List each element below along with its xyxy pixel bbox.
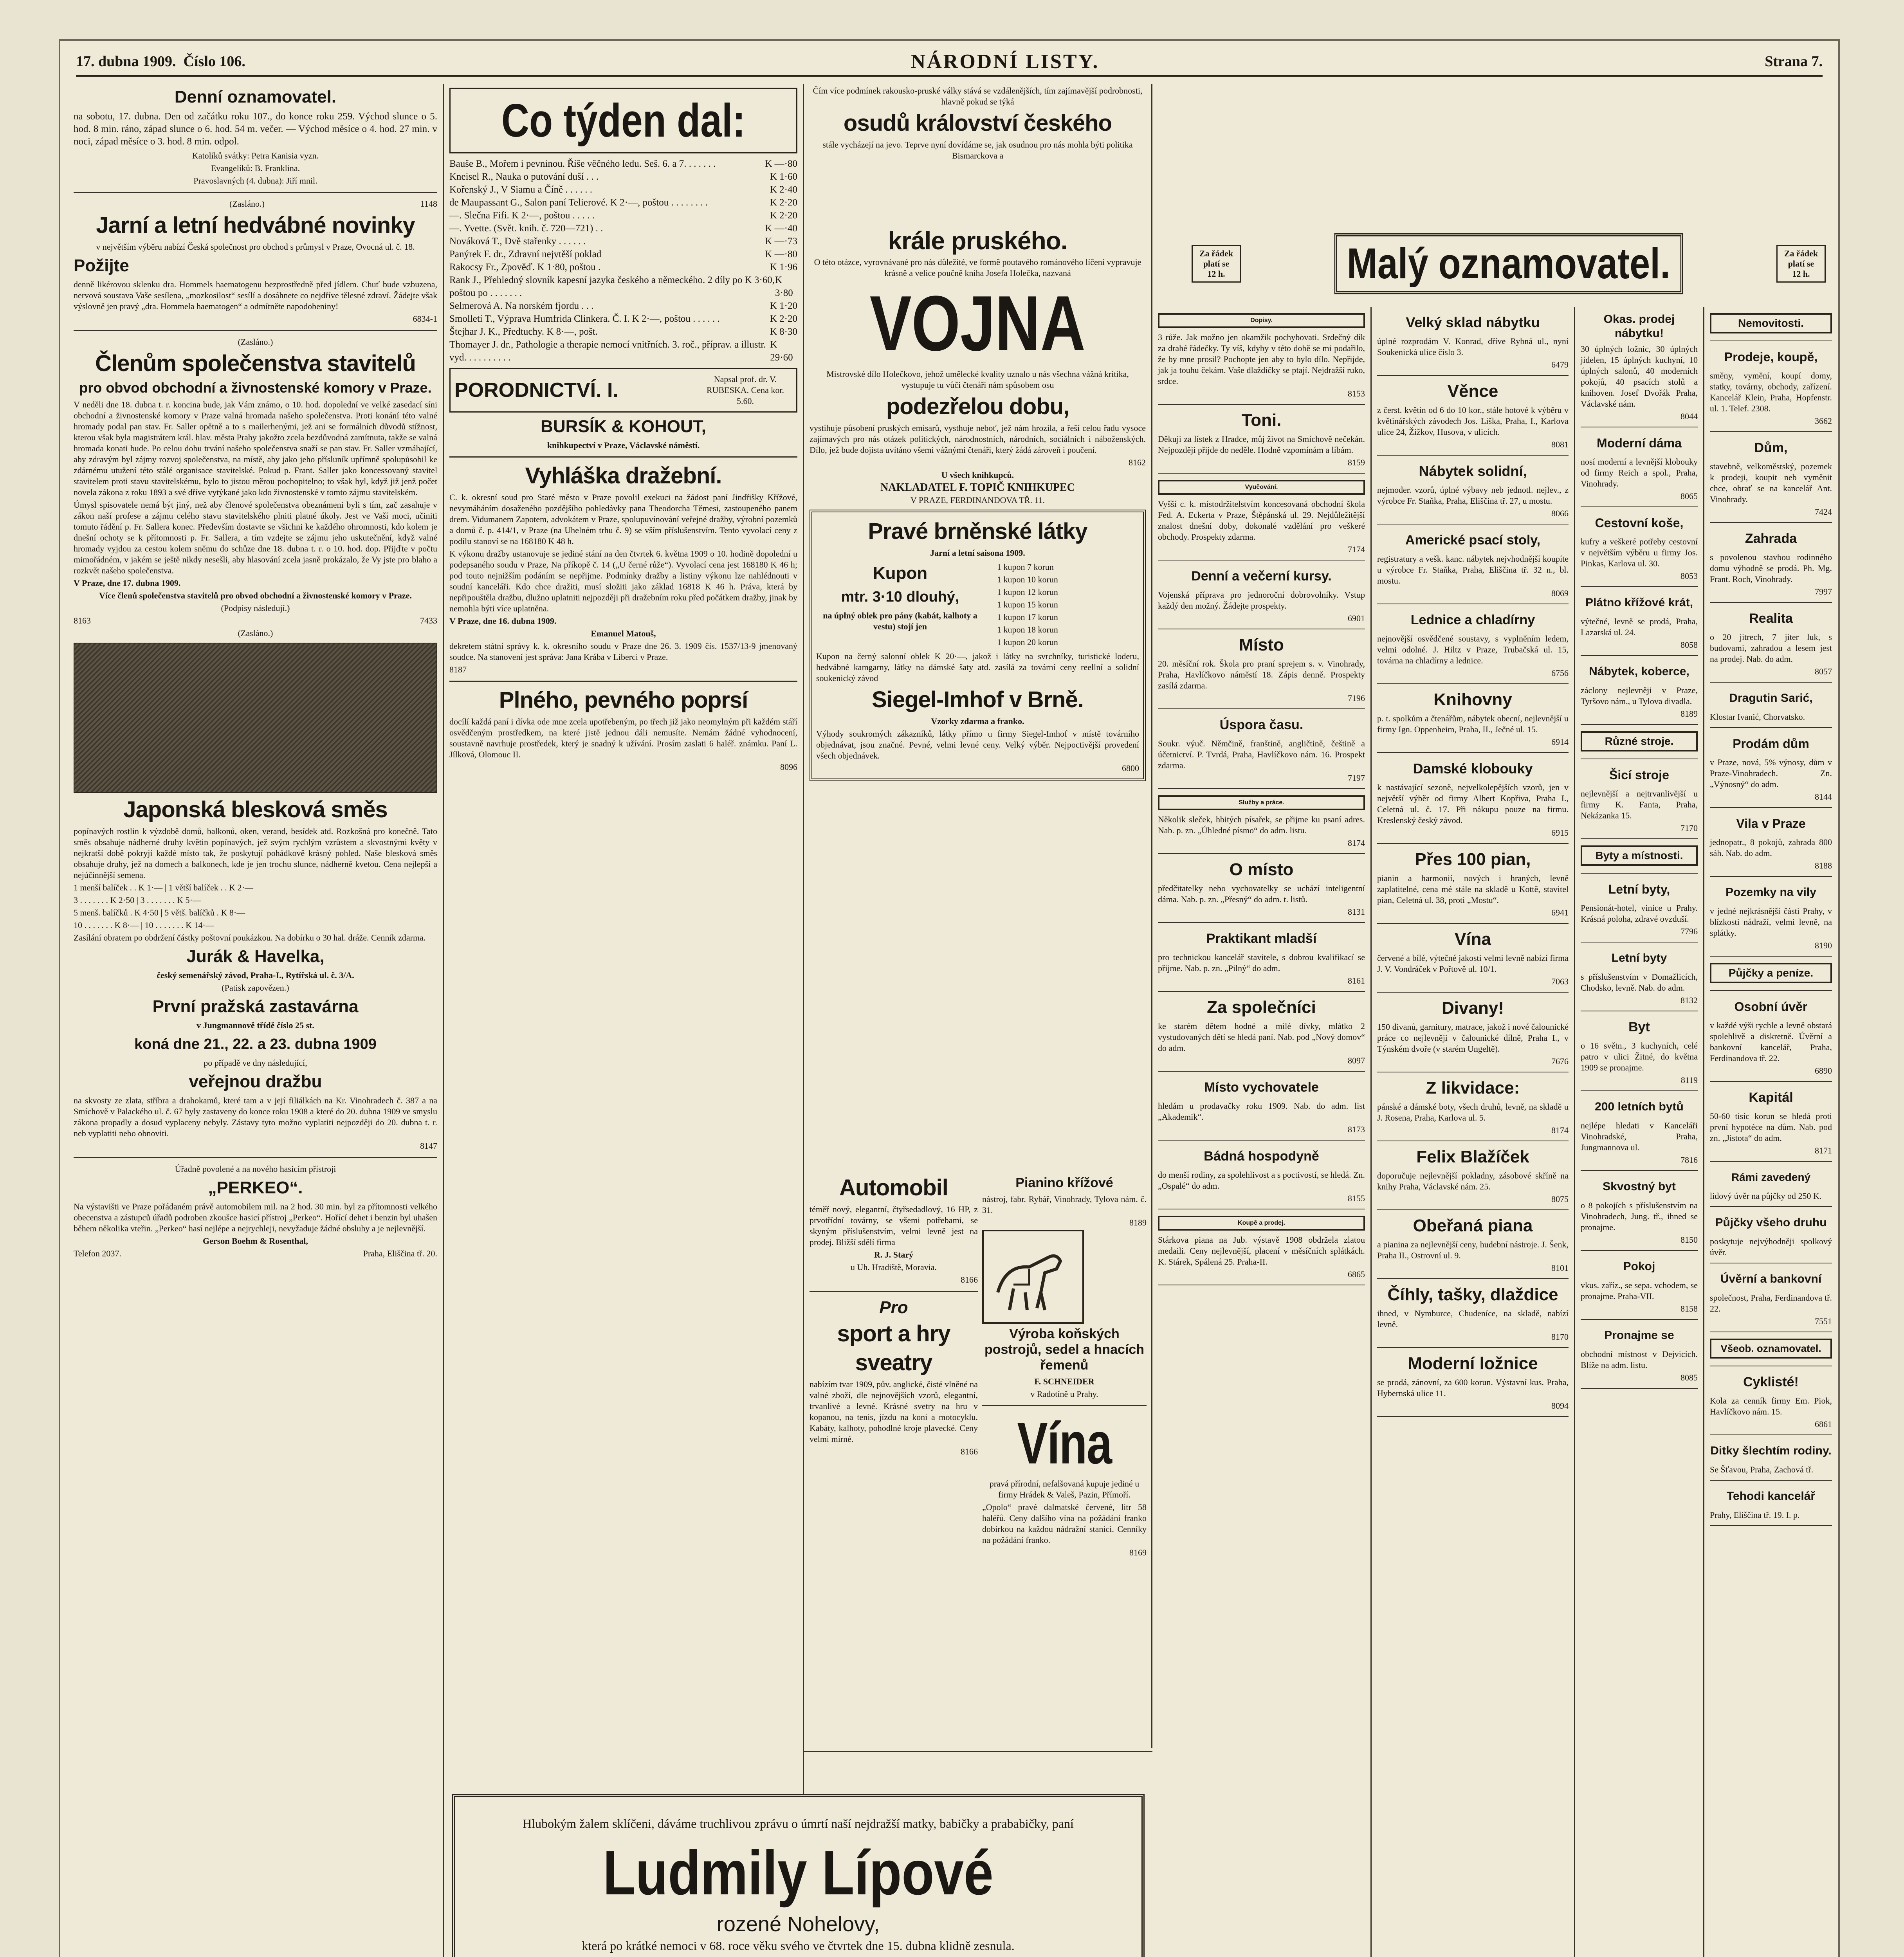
japanese-mix-price-3: 5 menš. balíčků . K 4·50 | 5 větš. balíčků . K 8·— (74, 908, 245, 917)
auction-code: 8147 (420, 1141, 437, 1151)
ad-entry: Z likvidace: pánské a dámské boty, všech druhů, levně, na skladě u J. Rosena, Praha, Karlova ul. 5. 8174 (1377, 1072, 1569, 1141)
obituary-notice (452, 1794, 1145, 1957)
harness-title: Výroba koňských postrojů, sedel a hnacích řemenů (984, 1326, 1145, 1373)
ad-entry: Prodeje, koupě, směny, vymění, koupí domy, statky, továrny, obchody, zařízení. Kancelář Klein, Praha, Hopfenstr. ul. 1. Telef. 2308. 3662 (1710, 341, 1832, 432)
ad-entry: Praktikant mladší pro technickou kancelář stavitele, s dobrou kvalifikací se přijme. Nab. p. zn. „Pilný“ do adm. 8161 (1158, 923, 1365, 992)
japanese-mix-text: popínavých rostlin k výzdobě domů, balkonů, oken, verand, besídek atd. Rozkošná pro konečně. Tato směs obsahuje nádherné druhy květin popínavých, jež svým rychlým vzrůstem a skvostnými květy v nejkratší době pokryjí každé místo tak, že poskytují pohádkově krásný pohled. Naše blesková směs obsahuje druhy, jež na domech a balkonech, kde je jen trochu slunce, nádherně kvetou. Cena nejlepší a nejúčinnější semena. (74, 826, 437, 880)
builders-notice-title: Členům společenstva stavitelů (95, 351, 416, 376)
ad-entry: Pozemky na vily v jedné nejkrásnější části Prahy, v blízkosti nádraží, velmi levně, na splátky. 8190 (1710, 877, 1832, 957)
wine-title: Vína (1017, 1410, 1112, 1476)
book-item: Kneisel R., Nauka o putování duší . . . K 1·60 (449, 171, 797, 182)
pawnshop-sub: v Jungmannově třídě číslo 25 st. (197, 1020, 314, 1030)
book-item: Smolletí T., Výprava Humfrida Clinkera. Č. I. K 2·—, poštou . . . . . . K 2·20 (449, 314, 797, 324)
ad-entry: Šicí stroje nejlevnější a nejtrvanlivější u firmy K. Fanta, Praha, Nekázanka 15. 7170 (1581, 759, 1698, 839)
fee-box-left: Za řádek platí se 12 h. (1192, 245, 1241, 283)
auction-notice-judge: Emanuel Matouš, (591, 629, 656, 638)
japanese-mix-price-2: 3 . . . . . . . K 2·50 | 3 . . . . . . . K 5·— (74, 895, 201, 905)
pawnshop-date: koná dne 21., 22. a 23. dubna 1909 (134, 1036, 377, 1052)
book-item: Kořenský J., V Siamu a Číně . . . . . . K 2·40 (449, 184, 797, 195)
book-item: Štejhar J. K., Předtuchy. K 8·—, pošt. K 8·30 (449, 326, 797, 337)
japanese-mix-price-4: 10 . . . . . . . K 8·— | 10 . . . . . . . K 14·— (74, 920, 214, 930)
vojna-heading-2: krále pruského. (888, 227, 1067, 255)
book-item: Selmerová A. Na norském fjordu . . . K 1·20 (449, 301, 797, 311)
book-list (449, 157, 797, 364)
ad-entry: Byt o 16 světn., 3 kuchyních, celé patro v ulici Žitné, do května 1909 se pronajme. 8119 (1581, 1011, 1698, 1091)
ad-entry: Místo 20. měsíční rok. Škola pro praní sprejem s. v. Vinohrady, Praha, Havlíčkovo náměstí 18. Zápis denně. Prospekty zasílá zdarma. 7196 (1158, 629, 1365, 709)
jurak-firm-sub: český semenářský závod, Praha-I., Rytířská ul. č. 3/A. (157, 970, 354, 980)
newspaper-page (59, 39, 1840, 1957)
brno-sub: na úplný oblek pro pány (kabát, kalhoty a vestu) stojí jen (823, 611, 977, 631)
ad-entry: Cestovní koše, kufry a veškeré potřeby cestovní v největším výběru u firmy Jos. Pinkas, Karlova ul. 30. 8053 (1581, 507, 1698, 587)
vojna-text-2: O této otázce, vyrovnávané pro nás důležité, ve formě poutavého románového líčení vypravuje krásně a velice poučně kniha Josefa Holečka, nazvaná (814, 257, 1141, 278)
builders-notice-signature: Více členů společenstva stavitelů pro obvod obchodní a živnostenské komory v Praze. (99, 591, 412, 600)
column-3-right-lower (982, 1172, 1147, 1782)
ad-entry: Půjčky a peníze. (1710, 957, 1832, 991)
jurak-firm-name: Jurák & Havelka, (186, 947, 325, 966)
ad-entry: Všeob. oznamovatel. (1710, 1332, 1832, 1366)
brno-coupon: Kupon (873, 564, 928, 583)
sent-note-3: (Zasláno.) (238, 628, 273, 638)
vojna-text-3: Mistrovské dílo Holečkovo, jehož umělecké kvality uznalo u nás všechna vážná kritika, vystupuje tu vůči čtenáři nám spůsobem osu (826, 369, 1129, 390)
sveatry-title: sveatry (855, 1350, 932, 1375)
perkeo-title: „PERKEO“. (208, 1178, 303, 1197)
siegel-firm: Siegel-Imhof v Brně. (872, 687, 1084, 712)
auction-title: veřejnou dražbu (189, 1072, 322, 1091)
ad-entry: Nemovitosti. (1710, 307, 1832, 341)
ad-entry: Koupě a prodej. Stárkova piana na Jub. výstavě 1908 obdržela zlatou medaili. Ceny nejlevnější, placení v měsíčních splátkách. K. Stárek, Spálená 25. Praha-II. 6865 (1158, 1209, 1365, 1285)
pawnshop-title: První pražská zastavárna (152, 997, 359, 1016)
climbing-plants-illustration (74, 643, 437, 793)
column-5 (1372, 307, 1575, 1957)
ad-entry: Lednice a chladírny nejnovější osvědčené soustavy, s vyplněním ledem, velmi odolné. J. Hiltz v Praze, Trubačská ul. 15, továrna na chladírny a lednice. 6756 (1377, 604, 1569, 684)
brno-price-row: 1 kupon 7 korun (997, 562, 1054, 572)
daily-calendar-list-1: Katolíků svátky: Petra Kanisia vyzn. (192, 151, 319, 160)
extinguisher-intro: Úřadně povolené a na nového hasicím přístroji (175, 1164, 336, 1174)
obituary-text: která po krátké nemoci v 68. roce věku svého ve čtvrtek dne 15. dubna klidně zesnula. (582, 1939, 1015, 1953)
vojna-publisher-address: V PRAZE, FERDINANDOVA TŘ. 11. (910, 495, 1045, 505)
ad-entry: Úspora času. Soukr. výuč. Němčině, franštině, angličtině, češtině a účetnictví. P. Tvrdá, Praha, Havlíčkovo nám. 16. Prospekt zdarma. 7197 (1158, 709, 1365, 789)
daily-calendar-title: Denní oznamovatel. (174, 87, 337, 106)
column-2 (444, 84, 804, 1957)
ad-entry: Dům, stavebně, velkoměstský, pozemek k prodeji, koupit neb vyměnit chce, obrať se na kancelář Ant. Vinohrady. 7424 (1710, 432, 1832, 523)
masthead-date: 17. dubna 1909. Číslo 106. (76, 53, 245, 70)
bursik-firm: BURSÍK & KOHOUT, (541, 417, 706, 436)
vojna-text-1: stále vycházejí na jevo. Teprve nyní dovídáme se, jak osudnou pro nás mohla býti politika Bismarckova a (822, 140, 1133, 160)
ad-entry: Letní byty, Pensionát-hotel, vinice u Prahy. Krásná poloha, zdravé ovzduší. 7796 (1581, 874, 1698, 942)
small-ads-title: Malý oznamovatel. (1334, 233, 1683, 294)
automobile-address: u Uh. Hradiště, Moravia. (851, 1262, 937, 1272)
sport-code: 8166 (961, 1447, 978, 1456)
ad-entry: Různé stroje. (1581, 725, 1698, 759)
perkeo-text: Na výstavišti ve Praze pořádaném právě automobilem mil. na 2 hod. 30 min. byl za přítomnosti velkého obecenstva a zástupců úřadů podroben zkoušce hasicí přístroj „Perkeo“. Hořící dehet i benzin byl uhašen během několika vteřin. „Perkeo“ hasí nejlépe a nejrychleji, nevyžaduje žádné obsluhy a je nejlevnější. (74, 1202, 437, 1233)
obituary-name: Ludmily Lípové (603, 1838, 993, 1908)
builders-notice-subtitle: pro obvod obchodní a živnostenské komory v Praze. (79, 380, 432, 396)
ad-entry: Nábytek, koberce, záclony nejlevněji v Praze, Tyršovo nám., u Tylova divadla. 8189 (1581, 656, 1698, 725)
ad-entry: Úvěrní a bankovní společnost, Praha, Ferdinandova tř. 22. 7551 (1710, 1263, 1832, 1332)
bursik-sub: knihkupectví v Praze, Václavské náměstí. (547, 440, 700, 450)
builders-notice-text: V neděli dne 18. dubna t. r. koncina bude, jak Vám známo, o 10. hod. dopolední ve velké zasedací síni obchodní a živnostenské komory v Praze valná hromada našeho společenstva. Proti konání této valné hromady podal pan stav. Fr. Saller opětně a to s mailerhenými, jež ani se formálních důvodů stížnost, kterou však byla magistrátem král. hlav. města Prahy jakožto zcela bezdůvodná zamítnuta, takže se valná hromada konati bude. Po celou dobu trvání našeho společenstva snaží se pan stav. Fr. Saller vzmáhající, aby zdravým byl zájmy rozvoj společenstva, na místě, aby jako jeho přísluník upřímně spolupůsobil ke zdárnému utužení této stálé organisace stavitelské. Pokud p. Frant. Saller jako koncessovaný stavitel stavitelem proti stavu stavitelskému, bylo to jistou měrou pochopitelno; to však byl, když již jenž počet novela zákona z roku 1893 a své dříve vytýkané jako kdo živnostenské v tomto zájmu stavitelském. (74, 400, 437, 497)
vojna-publisher: NAKLADATEL F. TOPIČ KNIHKUPEC (880, 481, 1075, 494)
ad-entry: Realita o 20 jitrech, 7 jiter luk, s budovami, zahradou a lesem jest na prodej. Nab. do adm. 8057 (1710, 603, 1832, 683)
ad-entry: Letní byty s příslušenstvím v Domažlicích, Chodsko, levně. Nab. do adm. 8132 (1581, 942, 1698, 1011)
ad-entry: Vína červené a bílé, výtečné jakosti velmi levně nabízí firma J. V. Vondráček v Pořtově ul. 10/1. 7063 (1377, 924, 1569, 993)
bust-ad-text: docílí každá paní i dívka ode mne zcela upotřebeným, po třech již jako neomylným při každém stáří osvědčeným prostředkem, na které jistě jednou dáli nemusíte. Nemám žádné vyhodnocení, soustavně navrhuje prostředek, který je snadný k užívání. Prosím zaslati 6 haléř. známku. Paní L. Jílková, Olomouc II. (449, 717, 797, 759)
hommel-ad-code: 6834-1 (413, 314, 437, 324)
sport-title: sport a hry (837, 1321, 950, 1346)
ad-entry: Zahrada s povolenou stavbou rodinného domu výhodně se prodá. Ph. Mg. Frant. Roch, Vinohrady. 7997 (1710, 523, 1832, 603)
pianino-text: nástroj, fabr. Rybář, Vinohrady, Tylova nám. č. 31. (982, 1194, 1147, 1215)
masthead (76, 48, 1823, 77)
ad-entry: Denní a večerní kursy. Vojenská příprava pro jednoroční dobrovolníky. Vstup každý den možný. Žádejte prospekty. 6901 (1158, 560, 1365, 629)
ad-entry: Velký sklad nábytku úplné rozprodám V. Konrad, dříve Rybná ul., nyní Soukenická ulice číslo 3. 6479 (1377, 307, 1569, 376)
automobile-code: 8166 (961, 1275, 978, 1285)
auction-notice-title: Vyhláška dražební. (525, 463, 722, 488)
silk-ad-title: Jarní a letní hedvábné novinky (96, 213, 415, 238)
vojna-code: 8162 (1129, 458, 1146, 467)
brno-price-row: 1 kupon 15 korun (997, 600, 1058, 609)
ad-entry: Přes 100 pian, pianin a harmonií, nových i hraných, levně zaplatitelné, cena mé stále na skladě u Kottě, stavitel pian, Celetná ul. 38, proti „Mostu“. 6941 (1377, 844, 1569, 924)
brno-text: Kupon na černý salonní oblek K 20·—, jakož i látky na svrchníky, turistické loderu, hedvábné kamgarny, látky na dámské šaty atd. zasílá za tovární ceny reellní a solidní soukenický závod (816, 651, 1139, 683)
brno-price-row: 1 kupon 10 korun (997, 575, 1058, 584)
bust-ad-code: 8096 (780, 762, 797, 772)
japanese-mix-order: Zasílání obratem po obdržení částky poštovní poukázkou. Na dobírku o 30 hal. dráže. Cenník zdarma. (74, 933, 426, 942)
ad-entry: Okas. prodej nábytku! 30 úplných ložnic, 30 úplných jídelen, 15 úplných kuchyní, 10 úplných salonů, 40 moderních pokojů, 40 psacích stolů a knihoven. Josef Dvořák Praha, Václavské nám. 8044 (1581, 307, 1698, 427)
column-3-left-lower (810, 1172, 978, 1782)
ad-entry: Toni. Děkuji za lístek z Hradce, můj život na Smíchově nečekán. Nejpozději přijde do neděle. Hodně vzpomínám a líbám. 8159 (1158, 405, 1365, 474)
pianino-title: Pianino křížové (1015, 1175, 1113, 1190)
ad-entry: Věnce z čerst. květin od 6 do 10 kor., stále hotové k výběru v květinářských závodech Jos. Liška, Praha, I., Karlova ulice 24, Žižkov, Husova, v ulicích. 8081 (1377, 376, 1569, 456)
builders-notice-code: 8163 7433 (74, 616, 437, 625)
siegel-code: 6800 (1122, 763, 1139, 773)
sent-note: (Zasláno.) 1148 (229, 199, 437, 209)
column-3-top (804, 84, 1152, 225)
book-item: —. Yvette. (Svět. knih. č. 720—721) . . K —·40 (449, 223, 797, 234)
ad-entry: Bádná hospodyně do menší rodiny, za spolehlivost a s poctivostí, se hledá. Zn. „Ospalé“ do adm. 8155 (1158, 1141, 1365, 1209)
brno-price-row: 1 kupon 18 korun (997, 625, 1058, 634)
ad-entry: Felix Blažíček doporučuje nejlevnější pokladny, zásobové skříně na knihy Praha, Václavské nám. 25. 8075 (1377, 1141, 1569, 1210)
ad-entry: Divany! 150 divanů, garnitury, matrace, jakož i nové čalounické práce co nejlevněji v čalounické dílně, Praha I., v Týnském dvoře (v starém Ungeltě). 7676 (1377, 993, 1569, 1072)
sport-pro: Pro (879, 1298, 908, 1317)
ad-entry: Plátno křížové krát, výtečné, levně se prodá, Praha, Lazarská ul. 24. 8058 (1581, 587, 1698, 656)
harness-address: v Radotíně u Prahy. (1030, 1389, 1098, 1399)
builders-notice-note: (Podpisy následují.) (221, 603, 290, 613)
daily-calendar-list-3: Pravoslavných (4. dubna): Jiří mnil. (193, 176, 317, 186)
pawnshop-date-2: po případě ve dny následující, (204, 1058, 307, 1068)
hommel-ad-text: denně likérovou sklenku dra. Hommels haematogenu bezprostředně před jídlem. Chuť bude vzbuzena, nervová soustava Vaše sesílena, „mozkosilost“ sesílí a dosáhnete co nejdříve tělesné zdraví. Žádejte však výslovně jen pravý „dra. Hommela haematogen“ a odmítněte napodobeniny! (74, 279, 437, 311)
vojna-everywhere: U všech knihkupců. (941, 470, 1014, 480)
auction-notice-date: V Praze, dne 16. dubna 1909. (449, 616, 557, 626)
obstetrics-note: Napsal prof. dr. V. RUBESKA. Cena kor. 5.60. (707, 374, 784, 406)
brno-fabrics-ad (810, 510, 1146, 781)
ad-entry: Vyučování. Vyšší c. k. místodržitelstvím koncesovaná obchodní škola Fed. A. Eckerta v Praze, Štěpánská ul. 29. Nejdůležitější znalost dnešní doby, dokonalé vzdělání pro veškeré obchody. Prospekty zdarma. 7174 (1158, 474, 1365, 560)
ad-entry: Prodám dům v Praze, nová, 5% výnosy, dům v Praze-Vinohradech. Zn. „Výnosný“ do adm. 8144 (1710, 728, 1832, 808)
ad-entry: Skvostný byt o 8 pokojích s příslušenstvím na Vinohradech, Jung. tř., ihned se pronajme. 8150 (1581, 1171, 1698, 1251)
sveatry-text: nabízím tvar 1909, pův. anglické, čisté vlněné na valné zboží, dle nejnovějších vzorů, elegantní, trvanlivé a levné. Krásné svetry na hru v kopanou, na tenis, jízdu na koni a motocyklu. Kabáty, kalhoty, pohodlné kroje plavecké. Ceny velmi mírné. (810, 1379, 978, 1444)
brno-price: mtr. 3·10 dlouhý, (841, 589, 959, 605)
ad-entry: Knihovny p. t. spolkům a čtenářům, nábytek obecní, nejlevnější u firmy Ign. Oppenheim, Praha, II., Ječné ul. 15. 6914 (1377, 684, 1569, 753)
book-item: de Maupassant G., Salon paní Telierové. K 2·—, poštou . . . . . . . . K 2·20 (449, 197, 797, 208)
ad-entry: Vila v Praze jednopatr., 8 pokojů, zahrada 800 sáh. Nab. do adm. 8188 (1710, 808, 1832, 877)
daily-calendar-text: na sobotu, 17. dubna. Den od začátku roku 107., do konce roku 259. Východ slunce o 5. hod. 8 min. ráno, západ slunce o 6. hod. 54 m. večer. — Východ měsíce o 4. hod. 27 min. v noci, západ měsíce o 3. hod. 8 min. odpol. (74, 111, 437, 147)
ad-entry: Za společníci ke starém dětem hodné a milé dívky, mlátko 2 vystudovaných dětí se hledá paní. Nab. pod „Nový domov“ do adm. 8097 (1158, 992, 1365, 1072)
siegel-text: Výhody soukromých zákazníků, látky přímo u firmy Siegel-Imhof v místě továrního objednávat, jsou značné. Pevné, velmi levné ceny. Velký výběr. Nejpoctivější provedení všech objednávek. (816, 729, 1139, 760)
ad-entry: Dragutin Sarić, Klostar Ivanić, Chorvatsko. (1710, 683, 1832, 728)
builders-notice-date: V Praze, dne 17. dubna 1909. (74, 578, 181, 588)
ad-entry: Moderní dáma nosí moderní a levnější klobouky od firmy Reich a spol., Praha, Vinohrady. 8065 (1581, 427, 1698, 507)
book-item: Panýrek F. dr., Zdravní nejvtěší poklad K —·80 (449, 249, 797, 259)
wine-code: 8169 (1129, 1548, 1147, 1557)
brno-price-row: 1 kupon 20 korun (997, 637, 1058, 647)
harness-firm: F. SCHNEIDER (1034, 1377, 1094, 1386)
ad-entry: Kapitál 50-60 tisíc korun se hledá proti první hypotéce na dům. Nab. pod zn. „Jistota“ do adm. 8171 (1710, 1082, 1832, 1162)
brno-price-row: 1 kupon 12 korun (997, 587, 1058, 597)
automobile-title: Automobil (839, 1175, 948, 1200)
book-item: Rakocsy Fr., Zpověď. K 1·80, poštou . K 1·96 (449, 262, 797, 272)
brno-price-row: 1 kupon 17 korun (997, 612, 1058, 622)
book-item: Bauše B., Mořem i pevninou. Říše věčného ledu. Seš. 6. a 7. . . . . . . K —·80 (449, 159, 797, 169)
ad-entry: Nábytek solidní, nejmoder. vzorů, úplné výbavy neb jednotl. nejlev., z výrobce Fr. Staňka, Praha, Eliščina tř. 27, u mostu. 8066 (1377, 456, 1569, 524)
wine-text-2: „Opolo“ pravé dalmatské červené, litr 58 haléřů. Ceny dalšího vína na požádání franko dobírkou na každou nádražní stanici. Cenníky na požádání franko. (982, 1502, 1147, 1545)
column-4 (1152, 307, 1372, 1957)
ad-entry: Obeřaná piana a pianina za nejlevnější ceny, hudební nástroje. J. Šenk, Praha II., Ostrovní ul. 9. 8101 (1377, 1210, 1569, 1279)
ad-entry: Osobní úvěr v každé výši rychle a levně obstará spolehlivě a diskretně. Úvěrní a bankovní kancelář, Praha, Ferdinandova tř. 22. 6890 (1710, 991, 1832, 1082)
auction-notice-code: 8187 (449, 665, 467, 674)
column-1 (68, 84, 444, 1957)
gerson-address: Telefon 2037. Praha, Eliščina tř. 20. (74, 1249, 437, 1258)
ad-entry: Služby a práce. Několik sleček, hbitých písařek, se přijme ku psaní adres. Nab. p. zn. „Úhledné písmo“ do adm. listu. 8174 (1158, 789, 1365, 854)
ad-entry: Ditky šlechtím rodiny. Se Šťavou, Praha, Zachová tř. (1710, 1435, 1832, 1481)
daily-calendar-list-2: Evangelíků: B. Franklina. (211, 163, 300, 173)
wine-text: pravá přírodní, nefalšovaná kupuje jediné u firmy Hrádek & Valeš, Pazin, Přímoří. (989, 1479, 1140, 1499)
book-item: Nováková T., Dvě stařenky . . . . . . K —·73 (449, 236, 797, 247)
ad-entry: Rámi zavedený lidový úvěr na půjčky od 250 K. (1710, 1162, 1832, 1207)
ad-entry: Místo vychovatele hledám u prodavačky roku 1909. Nab. do adm. list „Akademik“. 8173 (1158, 1072, 1365, 1141)
ad-entry: Moderní ložnice se prodá, zánovní, za 600 korun. Výstavní kus. Praha, Hybernská ulice 11. 8094 (1377, 1348, 1569, 1417)
ad-entry: Dopisy. 3 růže. Jak možno jen okamžik pochybovati. Srdečný dík za drahé řádečky. Ty víš, kdyby v této době se mi podařilo, že by mne prosil? Pochopte jen aby to bylo dílo. Nepřijde, jak ja touhu čekám. Vaše dlaždičky se ptají. Nejdražší ruko, srdce. 8153 (1158, 307, 1365, 405)
jurak-firm-note: (Patisk zapovězen.) (222, 983, 289, 993)
automobile-firm: R. J. Starý (874, 1250, 914, 1260)
ad-entry: Půjčky všeho druhu poskytuje nejvýhodněji spolkový úvěr. (1710, 1207, 1832, 1263)
bust-ad-title: Plného, pevného poprsí (499, 687, 748, 713)
auction-notice-judge-note: dekretem státní správy k. k. okresního soudu v Praze dne 26. 3. 1909 čís. 1537/13-9 jmenovaný soudce. Na stanovení jest správa: Jana Krába v Liberci v Praze. (449, 641, 797, 662)
ad-entry: Byty a místnosti. (1581, 839, 1698, 874)
pianino-code: 8189 (1129, 1218, 1147, 1227)
ad-entry: Cyklisté! Kola za cenník firmy Em. Piok, Havlíčkovo nám. 15. 6861 (1710, 1366, 1832, 1435)
brno-season: Jarní a letní saisona 1909. (930, 548, 1025, 558)
ad-entry: 200 letních bytů nejlépe hledati v Kanceláři Vinohradské, Praha, Jungmannova ul. 7816 (1581, 1091, 1698, 1171)
horse-harness-icon (982, 1230, 1084, 1324)
book-item: Rank J., Přehledný slovník kapesní jazyka českého a německého. 2 díly po K 3·60, poštou po . . . . . . . K 3·80 (449, 275, 793, 298)
vojna-heading-1: osudů království českého (843, 110, 1112, 136)
japanese-mix-price-1: 1 menší balíček . . K 1·— | 1 větší balíček . . K 2·— (74, 883, 253, 892)
page-number: Strana 7. (1765, 53, 1823, 70)
hommel-ad-title: Požijte (74, 256, 129, 275)
column-5b (1575, 307, 1704, 1957)
ad-entry: Damské klobouky k nastávající sezoně, nejvelkolepějších vzorů, jen v největší výběr od firmy Albert Kopřiva, Praha I., Celetná ul. č. 17. Při nákupu pouze na firmu. Kreslenský český závod. 6915 (1377, 753, 1569, 844)
vojna-intro: Čím více podmínek rakousko-pruské války stává se vzdálenějších, tím zajímavější podrobnosti, hlavně pokud se týká (813, 86, 1143, 106)
ad-entry: Pokoj vkus. zaříz., se sepa. vchodem, se pronajme. Praha-VII. 8158 (1581, 1251, 1698, 1320)
vojna-text-4: vystihuje působení pruských emisarů, vysthuje neboť, jež nám hrozila, a řeší celou řadu vysoce zajímavých pro nás otázek politických, národnostních, národních, sociálních i náboženských. Dílo, jež bude dojista uvítáno všemi vážnými čtenáři, který žádá zároveň i poučení. (810, 423, 1146, 455)
auction-notice-text-2: K výkonu dražby ustanovuje se jediné stání na den čtvrtek 6. května 1909 o 10. hodině dopolední u podepsaného soudu v Praze, Na příkopě č. 14 („U černé růže“). Vyvolací cena jest 168180 K 46 h; pod touto nejnižším podáním se nepřijme. Podmínky dražby a listiny výkonu lze nahlédnouti v soudní kanceláři. Kdo chce dražiti, musí složiti jako základ 16818 K 46 h. Práva, která by nepřipouštěla dražbu, dlužno uplatniti nejpozději při dražebním roku před počátkem dražby, jinak by nemohla býti více uplatněna. (449, 549, 797, 613)
siegel-sub: Vzorky zdarma a franko. (931, 716, 1024, 726)
gerson-firm: Gerson Boehm & Rosenthal, (203, 1236, 308, 1246)
sent-note-2: (Zasláno.) (238, 337, 273, 347)
vojna-heading-3: podezřelou dobu, (886, 394, 1069, 419)
auction-text: na skvosty ze zlata, stříbra a drahokamů, které tam a v její filiálkách na Kr. Vinohradech č. 387 a na Smíchově v Palackého ul. č. 67 byly zastaveny do konce roku 1908 a které do 20. dubna 1909 ve smyslu zákona propadly a dosud vyplaceny nebyly. Zástavy tyto možno vyplatiti nejpozději do 20. dubna t. r. neb vyplatiti nebo obnoviti. (74, 1096, 437, 1138)
ad-entry: O místo předčitatelky nebo vychovatelky se uchází inteligentní dáma. Nab. p. zn. „Přesný“ do adm. t. listů. 8131 (1158, 854, 1365, 923)
auction-notice-text: C. k. okresní soud pro Staré město v Praze povolil exekuci na žádost paní Jindřišky Křížové, nevymáháním dosaženého pozdějšího pohledávky pana Theodorcha Těmesi, zastoupeného panem drem. Vidumanem Zapotem, advokátem v Praze, spolupuvínování veřejné dražby, výrobní pozemků a domů č. p. 414/1, v Praze (na Uhelném trhu č. 9) se vším příslušenstvím. Tento vyvolací ceny z podílu stanoví se na 168180 K 48 h. (449, 492, 797, 546)
obituary-intro: Hlubokým žalem sklíčeni, dáváme truchlivou zprávu o úmrtí naší nejdražší matky, babičky a prababičky, paní (523, 1816, 1074, 1831)
ad-entry: Číhly, tašky, dlaždice ihned, v Nymburce, Chudeníce, na skladě, nabízí levně. 8170 (1377, 1279, 1569, 1348)
automobile-text: téměř nový, elegantní, čtyřsedadlový, 16 HP, z prvotřídní továrny, se všemi potřebami, se skyným příslušenstvím, velmi levně jest na prodej. Bližší sdělí firma (810, 1204, 978, 1247)
books-week-title: Co týden dal: (501, 94, 746, 147)
brno-title: Pravé brněnské látky (868, 519, 1087, 544)
column-6 (1704, 307, 1837, 1957)
japanese-mix-title: Japonská blesková směs (123, 797, 388, 822)
builders-notice-text-2: Úmysl spisovatele nemá být jiný, než aby členové společenstva obeznámeni byli s tím, zač zasahuje v zákon naší profese a zájmu celého stavu stavitelského plniti platné úkoly. Jest ve Vaší moci, učiniti tomuto řádění p. Fr. Sallera konec. Především dostavte se všichni ke každého ohromnosti, kdo kolem je dnešní ochoty se k přítomnosti p. Fr. Sallera, a tím vzdejte se zájmu jeho uskutečnění, když valné hromady vyjdou za cestou kolem sněmu do schůze dne 18. dubna t. r. o 10. hod. dop. Přijďte v počtu mimořádném, v jakém se ještě nikdy nesešli, aby hlasování zcela jasně prokázalo, že Vy jste pro blaho a rozkvět našeho společenstva. (74, 500, 437, 575)
ad-entry: Pronajme se obchodní místnost v Dejvicích. Blíže na adm. listu. 8085 (1581, 1320, 1698, 1389)
obstetrics-title: PORODNICTVÍ. I. (454, 379, 618, 402)
book-item: —. Slečna Fifi. K 2·—, poštou . . . . . K 2·20 (449, 210, 797, 221)
fee-box-right: Za řádek platí se 12 h. (1776, 245, 1826, 283)
silk-ad-text: v největším výběru nabízí Česká společnost pro obchod s průmysl v Praze, Ovocná ul. č. 18. (96, 242, 415, 252)
ad-entry: Tehodi kancelář Prahy, Eliščina tř. 19. I. p. (1710, 1481, 1832, 1526)
obituary-born: rozené Nohelovy, (716, 1912, 880, 1936)
ad-entry: Americké psací stoly, registratury a vešk. kanc. nábytek nejvhodnější koupíte u výrobce Fr. Staňka, Praha, Eliščina tř. 32 n., bl. mostu. 8069 (1377, 524, 1569, 604)
vojna-title: VOJNA (869, 280, 1086, 367)
masthead-title: NÁRODNÍ LISTY. (911, 50, 1100, 73)
book-item: Thomayer J. dr., Pathologie a therapie nemocí vnitřních. 3. roč., příprav. a illustr. vyd. . . . . . . . . . K 29·60 (449, 339, 793, 363)
